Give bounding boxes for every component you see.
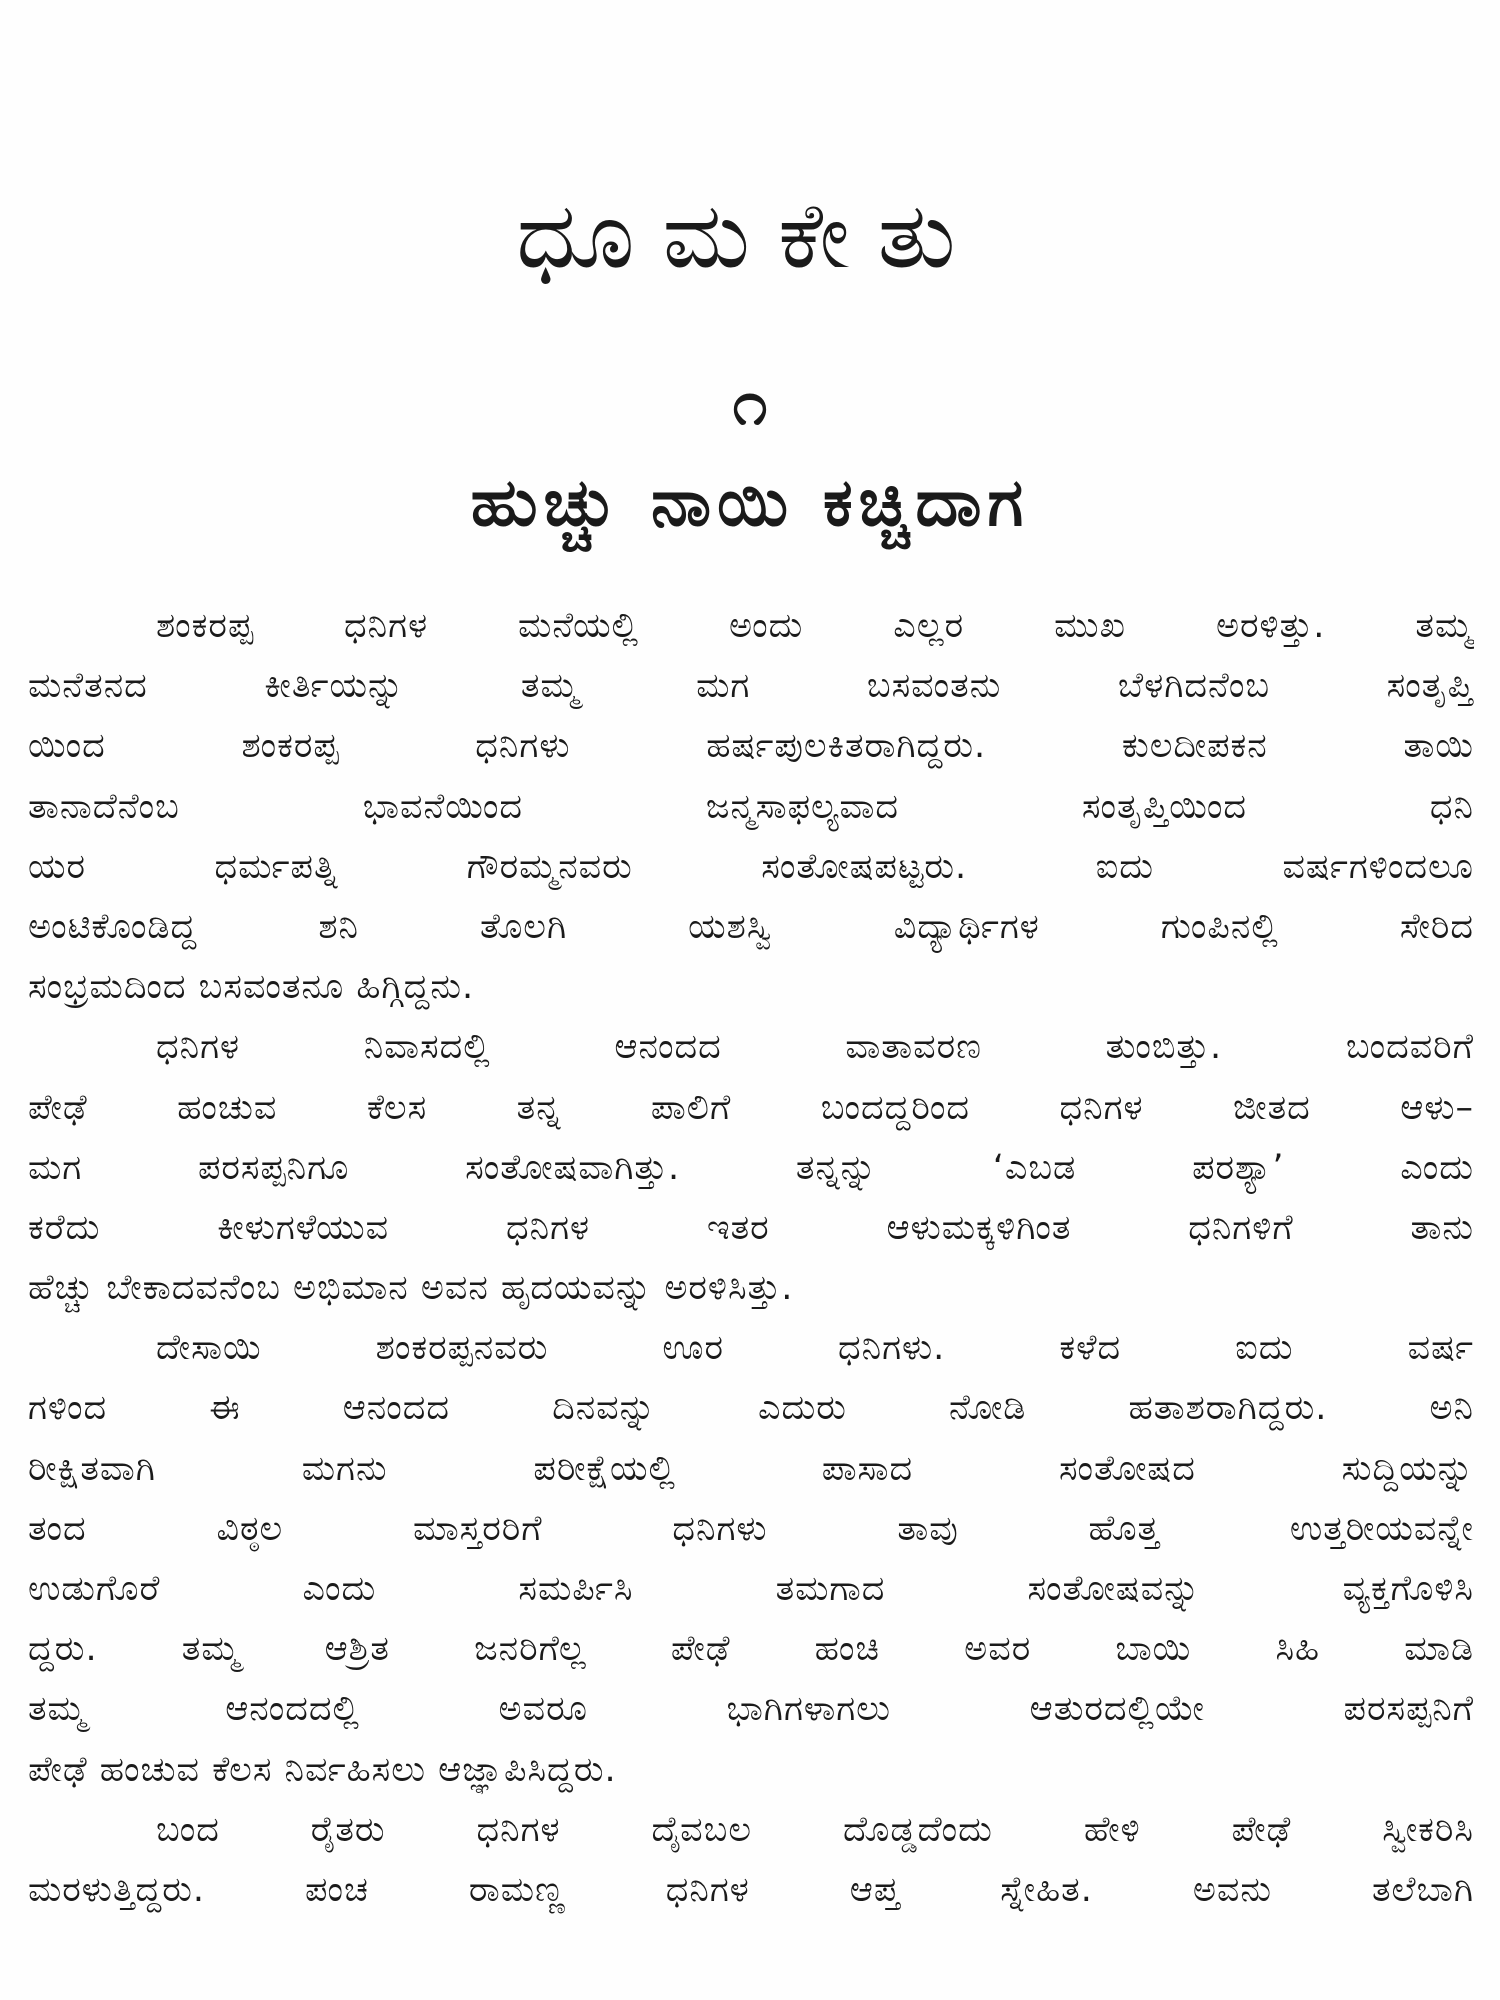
text-line: ಪೇಢೆ ಹಂಚುವ ಕೆಲಸ ನಿರ್ವಹಿಸಲು ಆಜ್ಞಾಪಿಸಿದ್ದರು. bbox=[28, 1749, 617, 1790]
book-title: ಧೂಮಕೇತು bbox=[516, 182, 984, 289]
text-line: ತಮ್ಮ ಆನಂದದಲ್ಲಿ ಅವರೂ ಭಾಗಿಗಳಾಗಲು ಆತುರದಲ್ಲಿಯೇ ಪರಸಪ್ಪನಿಗೆ bbox=[28, 1689, 1474, 1730]
text-line: ಬಂದ ರೈತರು ಧನಿಗಳ ದೈವಬಲ ದೊಡ್ಡದೆಂದು ಹೇಳಿ ಪೇಢೆ ಸ್ವೀಕರಿಸಿ bbox=[156, 1809, 1474, 1850]
chapter-title: ಹುಚ್ಚು ನಾಯಿ ಕಚ್ಚಿದಾಗ bbox=[470, 464, 1030, 541]
text-line: ಹೆಚ್ಚು ಬೇಕಾದವನೆಂಬ ಅಭಿಮಾನ ಅವನ ಹೃದಯವನ್ನು ಅರಳಿಸಿತ್ತು. bbox=[28, 1268, 794, 1309]
text-line: ಮಗ ಪರಸಪ್ಪನಿಗೂ ಸಂತೋಷವಾಗಿತ್ತು. ತನ್ನನ್ನು ‘ಎಬಡ ಪರಶ್ಯಾ’ ಎಂದು bbox=[28, 1147, 1474, 1188]
text-line: ದೇಸಾಯಿ ಶಂಕರಪ್ಪನವರು ಊರ ಧನಿಗಳು. ಕಳೆದ ಐದು ವರ್ಷ bbox=[156, 1328, 1474, 1369]
text-line: ದ್ದರು. ತಮ್ಮ ಆಶ್ರಿತ ಜನರಿಗೆಲ್ಲ ಪೇಢೆ ಹಂಚಿ ಅವರ ಬಾಯಿ ಸಿಹಿ ಮಾಡಿ bbox=[28, 1629, 1474, 1670]
text-line: ಪೇಢೆ ಹಂಚುವ ಕೆಲಸ ತನ್ನ ಪಾಲಿಗೆ ಬಂದದ್ದರಿಂದ ಧನಿಗಳ ಜೀತದ ಆಳು– bbox=[28, 1087, 1474, 1128]
text-line: ಅಂಟಿಕೊಂಡಿದ್ದ ಶನಿ ತೊಲಗಿ ಯಶಸ್ವಿ ವಿದ್ಯಾರ್ಥಿಗಳ ಗುಂಪಿನಲ್ಲಿ ಸೇರಿದ bbox=[28, 906, 1474, 947]
text-line: ಗಳಿಂದ ಈ ಆನಂದದ ದಿನವನ್ನು ಎದುರು ನೋಡಿ ಹತಾಶರಾಗಿದ್ದರು. ಅನಿ bbox=[28, 1388, 1474, 1429]
text-line: ಯಿಂದ ಶಂಕರಪ್ಪ ಧನಿಗಳು ಹರ್ಷಪುಲಕಿತರಾಗಿದ್ದರು. ಕುಲದೀಪಕನ ತಾಯಿ bbox=[28, 726, 1474, 767]
chapter-number: ೧ bbox=[732, 366, 768, 439]
text-line: ತಾನಾದೆನೆಂಬ ಭಾವನೆಯಿಂದ ಜನ್ಮಸಾಫಲ್ಯವಾದ ಸಂತೃಪ್ತಿಯಿಂದ ಧನಿ bbox=[28, 786, 1474, 827]
text-line: ಮನೆತನದ ಕೀರ್ತಿಯನ್ನು ತಮ್ಮ ಮಗ ಬಸವಂತನು ಬೆಳಗಿದನೆಂಬ ಸಂತೃಪ್ತಿ bbox=[28, 666, 1474, 707]
text-line: ಕರೆದು ಕೀಳುಗಳೆಯುವ ಧನಿಗಳ ಇತರ ಆಳುಮಕ್ಕಳಿಗಿಂತ ಧನಿಗಳಿಗೆ ತಾನು bbox=[28, 1207, 1474, 1248]
text-line: ಮರಳುತ್ತಿದ್ದರು. ಪಂಚ ರಾಮಣ್ಣ ಧನಿಗಳ ಆಪ್ತ ಸ್ನೇಹಿತ. ಅವನು ತಲೆಬಾಗಿ bbox=[28, 1869, 1474, 1910]
body-text bbox=[28, 596, 1474, 1920]
text-line: ರೀಕ್ಷಿತವಾಗಿ ಮಗನು ಪರೀಕ್ಷೆಯಲ್ಲಿ ಪಾಸಾದ ಸಂತೋಷದ ಸುದ್ದಿಯನ್ನು bbox=[28, 1448, 1474, 1489]
text-line: ಧನಿಗಳ ನಿವಾಸದಲ್ಲಿ ಆನಂದದ ವಾತಾವರಣ ತುಂಬಿತ್ತು. ಬಂದವರಿಗೆ bbox=[156, 1027, 1474, 1068]
text-line: ಶಂಕರಪ್ಪ ಧನಿಗಳ ಮನೆಯಲ್ಲಿ ಅಂದು ಎಲ್ಲರ ಮುಖ ಅರಳಿತ್ತು. ತಮ್ಮ bbox=[156, 606, 1474, 646]
text-line: ಉಡುಗೊರೆ ಎಂದು ಸಮರ್ಪಿಸಿ ತಮಗಾದ ಸಂತೋಷವನ್ನು ವ್ಯಕ್ತಗೊಳಿಸಿ bbox=[28, 1569, 1474, 1609]
text-line: ಯರ ಧರ್ಮಪತ್ನಿ ಗೌರಮ್ಮನವರು ಸಂತೋಷಪಟ್ಟರು. ಐದು ವರ್ಷಗಳಿಂದಲೂ bbox=[28, 846, 1474, 887]
text-line: ತಂದ ವಿಠ್ಠಲ ಮಾಸ್ತರರಿಗೆ ಧನಿಗಳು ತಾವು ಹೊತ್ತ ಉತ್ತರೀಯವನ್ನೇ bbox=[28, 1508, 1474, 1549]
text-line: ಸಂಭ್ರಮದಿಂದ ಬಸವಂತನೂ ಹಿಗ್ಗಿದ್ದನು. bbox=[28, 967, 475, 1008]
